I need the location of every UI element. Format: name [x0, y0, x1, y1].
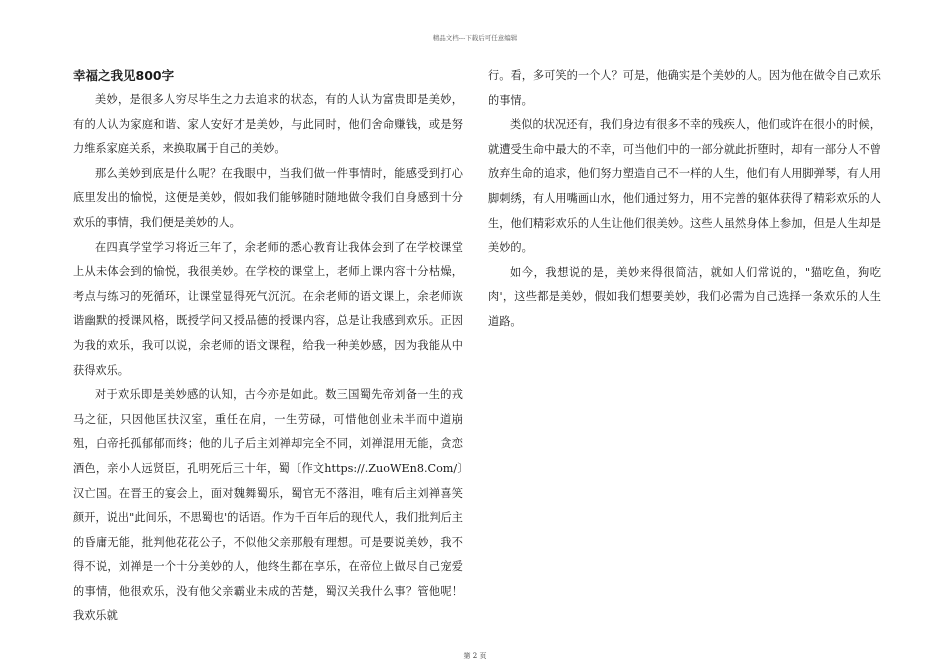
- paragraph: 美妙，是很多人穷尽毕生之力去追求的状态，有的人认为富贵即是美妙，有的人认为家庭和谐、家人安好才是美妙，与此同时，他们舍命赚钱，或是努力维系家庭关系，来换取属于自己的美妙。: [73, 93, 463, 156]
- paragraph: 如今，我想说的是，美妙来得很简洁，就如人们常说的，"猫吃鱼，狗吃肉'，这些都是美妙，假如我们想要美妙，我们必需为自己选择一条欢乐的人生道路。: [488, 265, 881, 328]
- left-column: [73, 64, 463, 629]
- paragraph-continuation: 行。看，多可笑的一个人？可是，他确实是个美妙的人。因为他在做令自己欢乐的事情。: [488, 69, 881, 107]
- page-number: 第 2 页: [463, 652, 487, 660]
- paragraph: 在四真学堂学习将近三年了，余老师的悉心教育让我体会到了在学校课堂上从未体会到的愉悦，我很美妙。在学校的课堂上，老师上课内容十分枯燥，考点与练习的死循环，让课堂显得死气沉沉。在余老师的语文课上，余老师诙谐幽默的授课风格，既授学问又授品德的授课内容，总是让我感到欢乐。正因为我的欢乐，我可以说，余老师的语文课程，给我一种美妙感，因为我能从中获得欢乐。: [73, 240, 463, 377]
- right-column: [488, 64, 881, 335]
- paragraph: 对于欢乐即是美妙感的认知，古今亦是如此。数三国蜀先帝刘备一生的戎马之征，只因他匡扶汉室，重任在肩，一生劳碌，可惜他创业未半而中道崩殂，白帝托孤郁郁而终；他的儿子后主刘禅却完全不同，刘禅混用无能，贪恋酒色，亲小人远贤臣，孔明死后三十年，蜀〔作文https://.ZuoWEn8.Com/〕汉亡国。在晋王的宴会上，面对魏舞蜀乐，蜀官无不落泪，唯有后主刘禅喜笑颜开，说出"此间乐，不思蜀也'的话语。作为千百年后的现代人，我们批判后主的昏庸无能，批判他花花公子，不似他父亲那般有理想。可是要说美妙，我不得不说，刘禅是一个十分美妙的人，他终生都在享乐，在帝位上做尽自己宠爱的事情，他很欢乐，没有他父亲霸业未成的苦楚，蜀汉关我什么事？管他呢！我欢乐就: [73, 388, 463, 623]
- article-title: 幸福之我见800字: [73, 68, 175, 83]
- page-header: 精品文档---下载后可任意编辑: [432, 34, 518, 42]
- paragraph: 类似的状况还有，我们身边有很多不幸的残疾人，他们或许在很小的时候，就遭受生命中最大的不幸，可当他们中的一部分就此折堕时，却有一部分人不曾放弃生命的追求，他们努力塑造自己不一样的人生，他们有人用脚弹琴，有人用脚刺绣，有人用嘴画山水，他们通过努力，用不完善的躯体获得了精彩欢乐的人生，他们精彩欢乐的人生让他们很美妙。这些人虽然身体上参加，但是人生却是美妙的。: [488, 118, 881, 255]
- paragraph: 那么美妙到底是什么呢？在我眼中，当我们做一件事情时，能感受到打心底里发出的愉悦，这便是美妙，假如我们能够随时随地做令我们自身感到十分欢乐的事情，我们便是美妙的人。: [73, 166, 463, 229]
